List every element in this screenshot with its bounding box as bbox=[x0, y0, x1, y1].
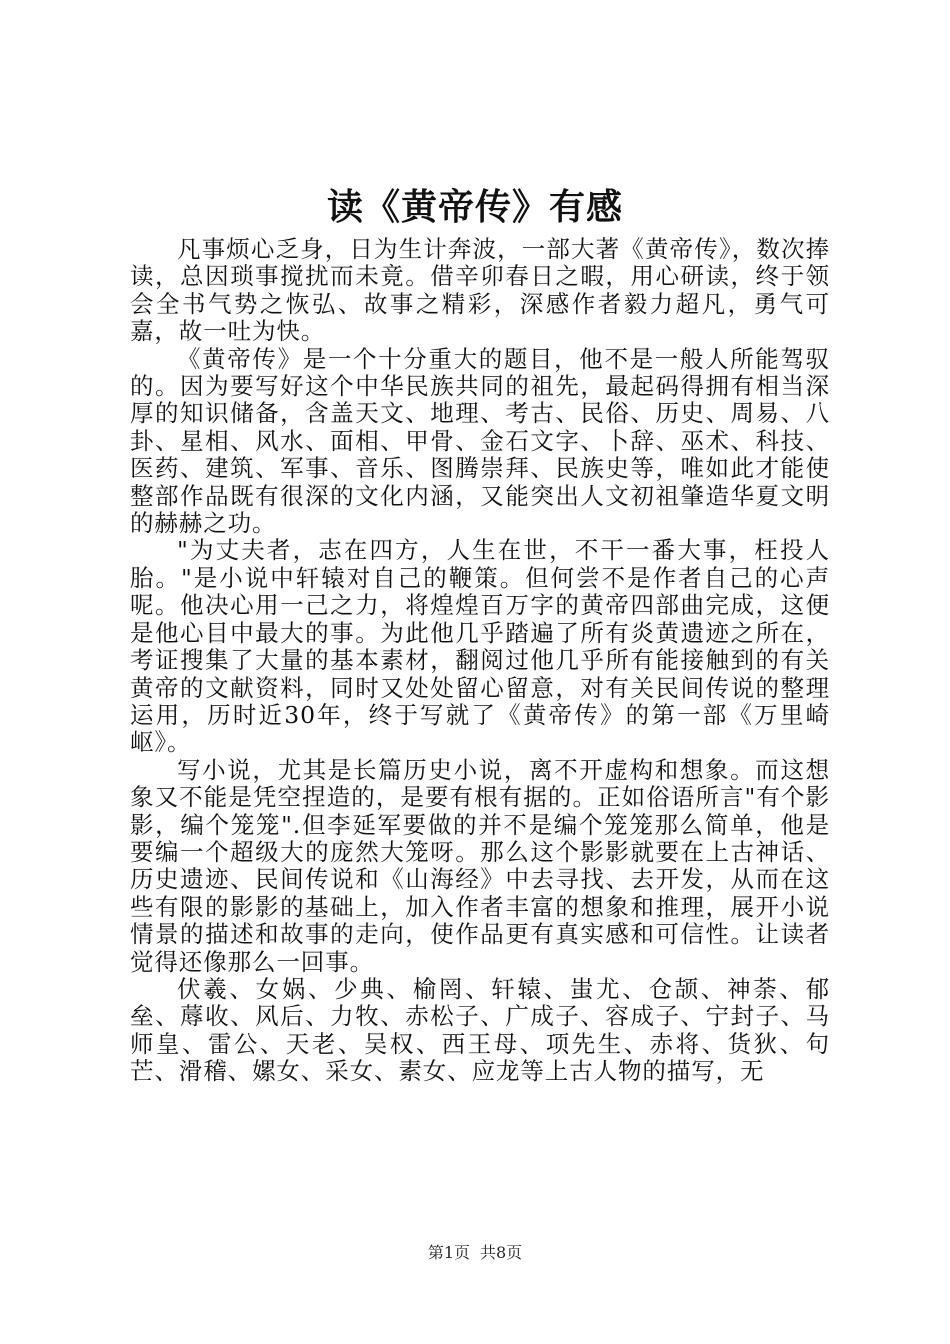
paragraph-3: "为丈夫者，志在四方，人生在世，不干一番大事，枉投人胎。"是小说中轩辕对自己的鞭策。但何尝不是作者自己的心声呢。他决心用一己之力，将煌煌百万字的黄帝四部曲完成，这便是他心目中最大的事。为此他几乎踏遍了所有炎黄遗迹之所在，考证搜集了大量的基本素材，翻阅过他几乎所有能接触到的有关黄帝的文献资料，同时又处处留心留意，对有关民间传说的整理运用，历时近30年，终于写就了《黄帝传》的第一部《万里崎岖》。 bbox=[130, 536, 830, 757]
page-total: 共8页 bbox=[480, 1243, 523, 1262]
paragraph-5: 伏羲、女娲、少典、榆罔、轩辕、蚩尤、仓颉、神荼、郁垒、蓐收、风后、力牧、赤松子、广成子、容成子、宁封子、马师皇、雷公、天老、吴权、西王母、项先生、赤将、货狄、句芒、滑稽、嫘女、采女、素女、应龙等上古人物的描写，无 bbox=[130, 974, 830, 1086]
paragraph-2: 《黄帝传》是一个十分重大的题目，他不是一般人所能驾驭的。因为要写好这个中华民族共同的祖先，最起码得拥有相当深厚的知识储备，含盖天文、地理、考古、民俗、历史、周易、八卦、星相、风水、面相、甲骨、金石文字、卜辞、巫术、科技、医药、建筑、军事、音乐、图腾崇拜、民族史等，唯如此才能使整部作品既有很深的文化内涵，又能突出人文初祖肇造华夏文明的赫赫之功。 bbox=[130, 344, 830, 538]
document-body bbox=[130, 236, 830, 1086]
paragraph-1: 凡事烦心乏身，日为生计奔波，一部大著《黄帝传》，数次捧读，总因琐事搅扰而未竟。借辛卯春日之暇，用心研读，终于领会全书气势之恢弘、故事之精彩，深感作者毅力超凡，勇气可嘉，故一吐为快。 bbox=[130, 235, 830, 346]
paragraph-4: 写小说，尤其是长篇历史小说，离不开虚构和想象。而这想象又不能是凭空捏造的，是要有根有据的。正如俗语所言"有个影影，编个笼笼".但李延军要做的并不是编个笼笼那么简单，他是要编一个超级大的庞然大笼呀。那么这个影影就要在上古神话、历史遗迹、民间传说和《山海经》中去寻找、去开发，从而在这些有限的影影的基础上，加入作者丰富的想象和推理，展开小说情景的描述和故事的走向，使作品更有真实感和可信性。让读者觉得还像那么一回事。 bbox=[130, 755, 830, 976]
page-number: 第1页 bbox=[427, 1243, 470, 1262]
page-footer bbox=[0, 1243, 950, 1263]
document-title: 读《黄帝传》有感 bbox=[326, 186, 623, 228]
